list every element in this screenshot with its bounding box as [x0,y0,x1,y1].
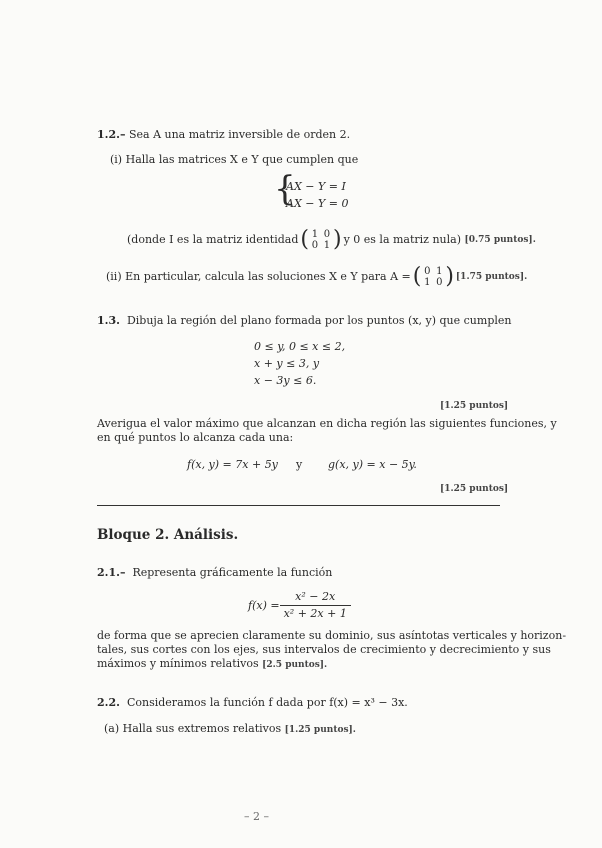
matrix-cell: 0 [424,266,431,277]
denominator: x² + 2x + 1 [280,605,351,621]
matrix-cell: 1 [323,240,331,251]
exercise-text: Consideramos la función f dada por f(x) = x³ − 3x. [126,696,408,709]
points-badge: [1.25 puntos] [440,484,509,494]
constraint-2: x + y ≤ 3, y [254,357,320,370]
conjunction: y [296,458,303,471]
matrix-cell: 1 [436,266,443,277]
fraction [280,590,351,621]
points-badge: [1.25 puntos]. [284,725,356,735]
points-badge: [1.75 puntos]. [455,272,528,282]
matrix-cell: 1 [311,229,319,240]
paragraph-line: Averigua el valor máximo que alcanzan en dicha región las siguientes funciones, y [97,417,557,430]
constraint-3: x − 3y ≤ 6. [254,374,317,387]
function-definition [248,590,351,621]
exercise-2-1-header [97,566,332,580]
matrix-cell: 0 [323,229,331,240]
note-before: (donde I es la matriz identidad [127,233,299,246]
section-title: Bloque 2. Análisis. [97,527,239,543]
identity-matrix: ( 1 0 0 1 ) [300,227,342,252]
exercise-number: 1.3. [97,314,120,327]
paragraph-text: máximos y mínimos relativos [97,657,259,670]
page-number: – 2 – [244,810,269,823]
part-ii-text: (ii) En particular, calcula las soluciones X e Y para A = [106,270,411,283]
numerator: x² − 2x [295,590,336,603]
paragraph-line: en qué puntos lo alcanza cada una: [97,431,294,444]
matrix-cell: 1 [424,277,431,288]
note-after: y 0 es la matriz nula) [343,233,462,246]
part-a-text: (a) Halla sus extremos relativos [104,722,282,735]
exercise-number: 2.1.– [97,566,126,579]
part-i-text: (i) Halla las matrices X e Y que cumplen que [110,153,359,166]
exercise-1-2-header [97,128,350,142]
part-a [104,722,356,737]
matrix-cell: 0 [436,277,443,288]
points-badge: [0.75 puntos]. [464,235,536,245]
exercise-number: 2.2. [97,696,120,709]
exercise-2-2-header [97,696,408,710]
points-badge: [2.5 puntos]. [262,660,328,670]
part-ii [106,262,527,292]
paragraph-line-last [97,657,327,672]
function-g: g(x, y) = x − 5y. [328,458,417,471]
equation-2: AX − Y = 0 [286,197,349,210]
paragraph-line: tales, sus cortes con los ejes, sus intervalos de crecimiento y decrecimiento y sus [97,643,551,656]
points-badge: [1.25 puntos] [440,401,509,411]
matrix-a: ( 0 1 1 0 ) [412,264,454,289]
part-i-note [127,225,536,255]
exercise-intro: Sea A una matriz inversible de orden 2. [128,128,351,141]
constraint-1: 0 ≤ y, 0 ≤ x ≤ 2, [254,340,346,353]
function-label: f(x) = [248,598,280,612]
exercise-1-3-header [97,314,511,328]
equation-1: AX − Y = I [286,180,346,193]
paragraph-line: de forma que se aprecien claramente su dominio, sus asíntotas verticales y horizon- [97,629,567,642]
exercise-number: 1.2.– [97,128,126,141]
function-f: f(x, y) = 7x + 5y [187,458,278,471]
exercise-text: Dibuja la región del plano formada por los puntos (x, y) que cumplen [126,314,512,327]
exercise-text: Representa gráficamente la función [132,566,333,579]
matrix-cell: 0 [311,240,319,251]
section-divider [97,505,500,506]
system-brace: { [274,169,296,209]
